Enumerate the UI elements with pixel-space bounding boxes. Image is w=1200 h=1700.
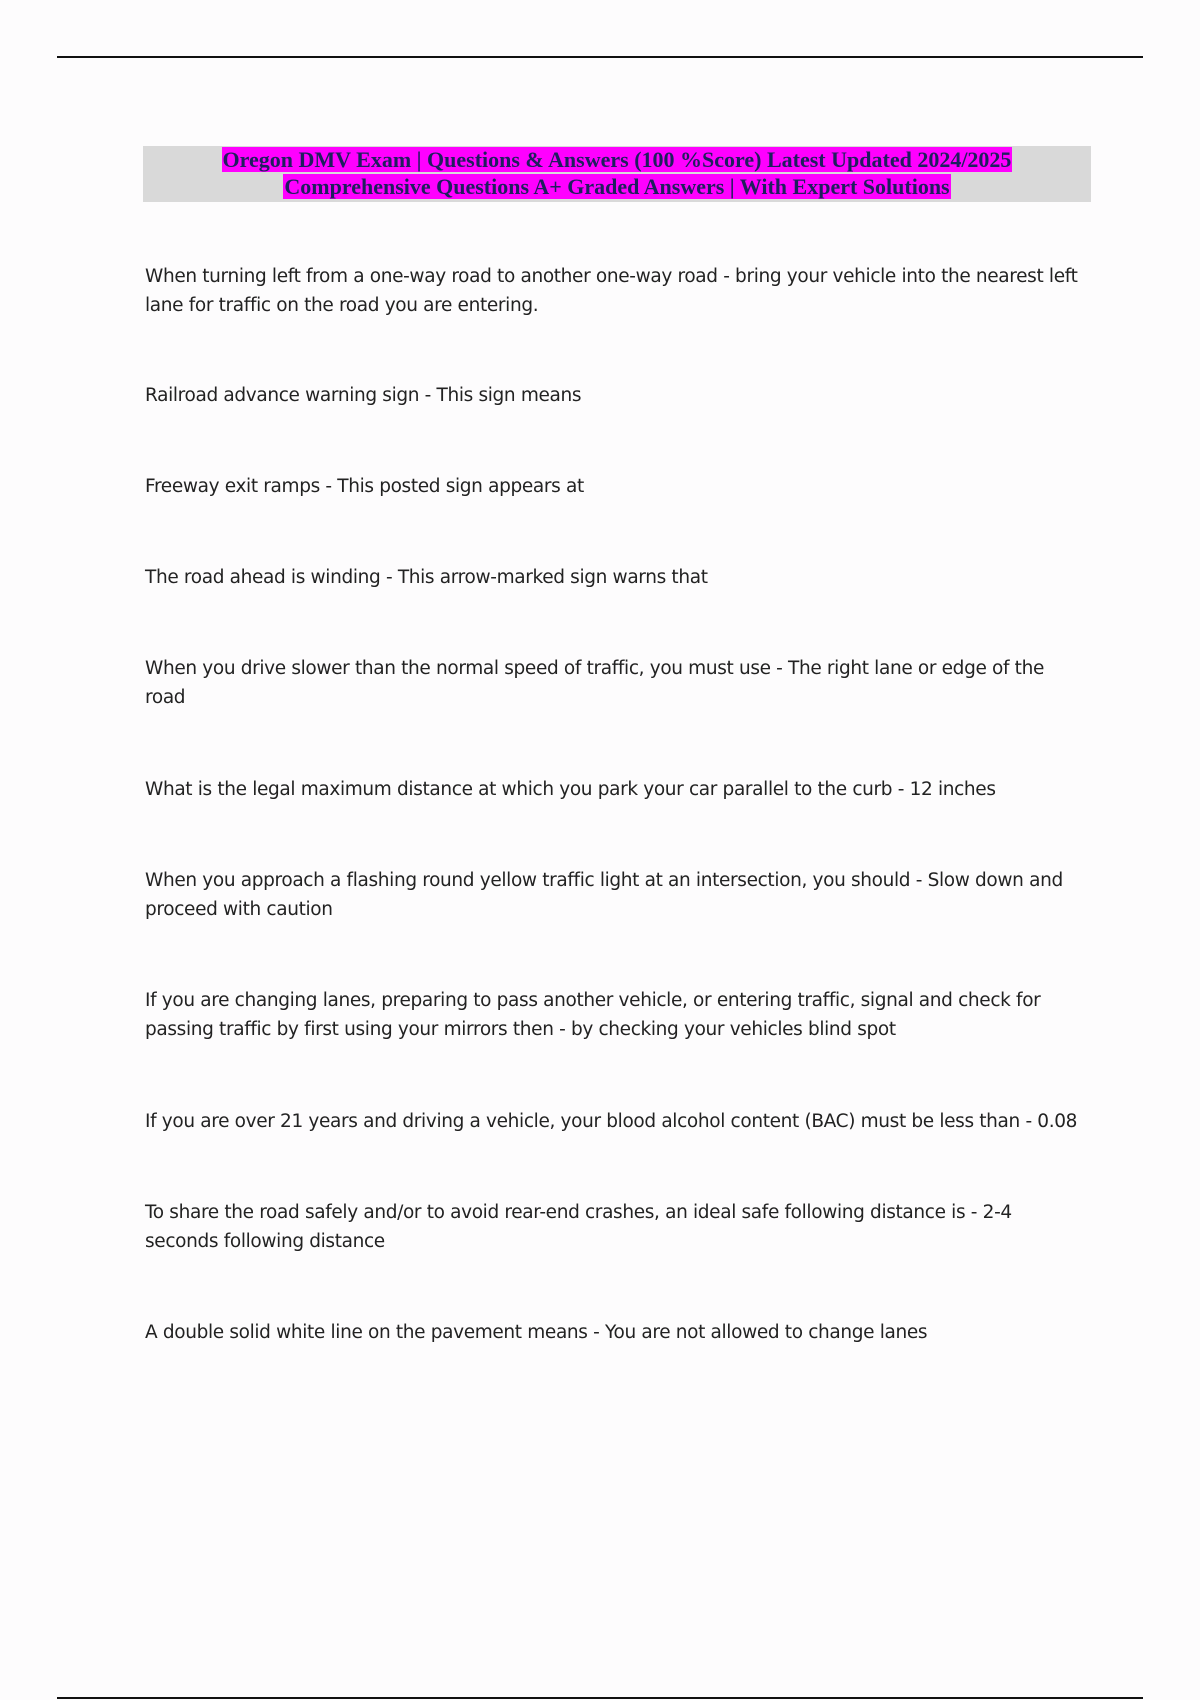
top-rule xyxy=(57,56,1143,58)
qa-item: If you are changing lanes, preparing to pass another vehicle, or entering traffic, signal and check for passing traffic by first using your mirrors then - by checking your vehicles blind spot xyxy=(145,990,1041,1040)
qa-item: A double solid white line on the pavement means - You are not allowed to change lanes xyxy=(145,1322,928,1343)
title-line-2: Comprehensive Questions A+ Graded Answers | With Expert Solutions xyxy=(284,174,950,199)
document-title xyxy=(143,146,1091,202)
qa-item: When turning left from a one-way road to another one-way road - bring your vehicle into the nearest left lane for traffic on the road you are entering. xyxy=(145,266,1078,316)
qa-item: When you drive slower than the normal speed of traffic, you must use - The right lane or edge of the road xyxy=(145,658,1044,708)
qa-item: The road ahead is winding - This arrow-marked sign warns that xyxy=(145,567,708,588)
qa-item: Freeway exit ramps - This posted sign appears at xyxy=(145,476,584,497)
bottom-rule xyxy=(57,1697,1143,1699)
qa-item: If you are over 21 years and driving a vehicle, your blood alcohol content (BAC) must be less than - 0.08 xyxy=(145,1111,1078,1132)
qa-item: Railroad advance warning sign - This sign means xyxy=(145,385,582,406)
qa-item: When you approach a flashing round yellow traffic light at an intersection, you should - Slow down and proceed with caution xyxy=(145,870,1063,920)
qa-item: What is the legal maximum distance at which you park your car parallel to the curb - 12 inches xyxy=(145,779,996,800)
title-line-1: Oregon DMV Exam | Questions & Answers (100 %Score) Latest Updated 2024/2025 xyxy=(222,147,1012,172)
qa-item: To share the road safely and/or to avoid rear-end crashes, an ideal safe following distance is - 2-4 seconds following distance xyxy=(145,1202,1012,1252)
